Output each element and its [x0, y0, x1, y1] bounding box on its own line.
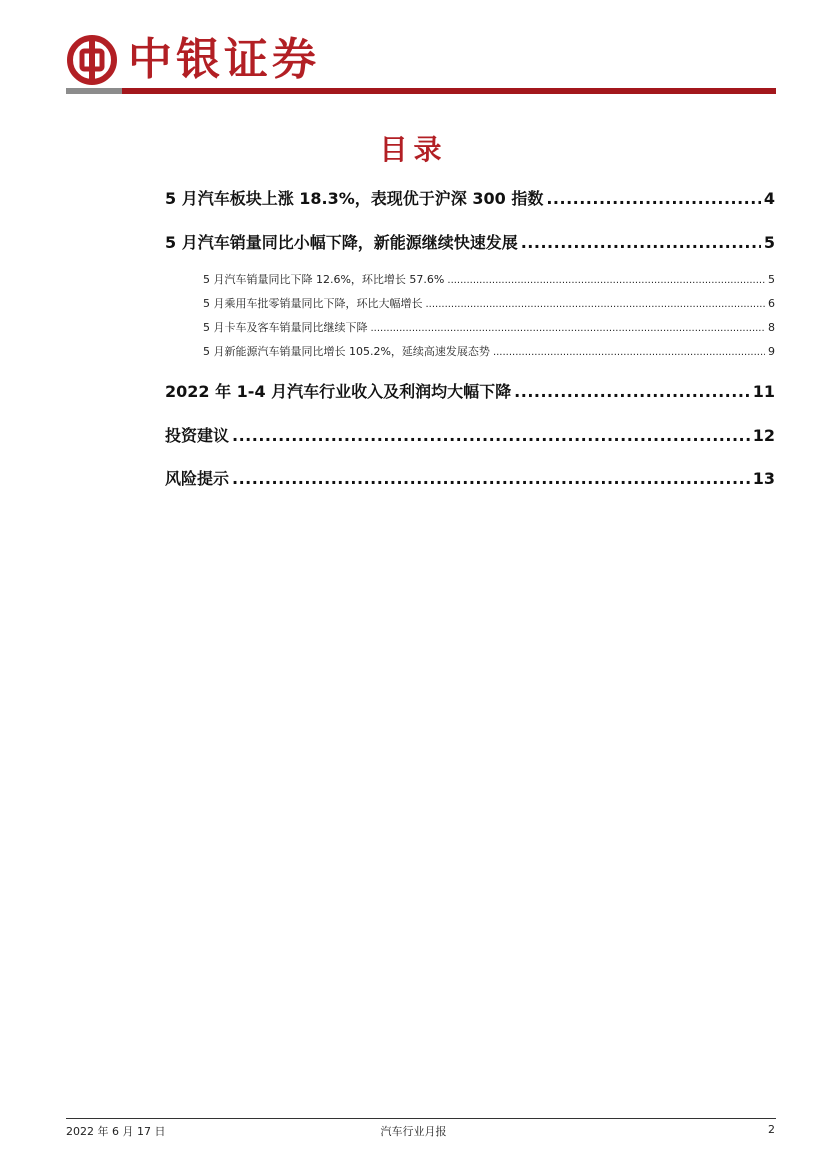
toc-leader-dots [232, 469, 750, 488]
toc-leader-dots [514, 382, 750, 401]
toc-subentry[interactable] [165, 319, 775, 335]
toc-leader-dots [546, 189, 761, 208]
toc-entry[interactable] [165, 466, 775, 489]
footer-page-number: 2 [768, 1123, 775, 1136]
toc-entry[interactable] [165, 230, 775, 253]
toc-entry-page: 5 [768, 273, 775, 286]
toc-entry-text: 投资建议 [165, 426, 230, 445]
footer-rule [66, 1118, 776, 1119]
toc-entry-text: 5 月新能源汽车销量同比增长 105.2%，延续高速发展态势 [203, 345, 490, 358]
toc-leader-dots [371, 323, 766, 334]
toc-subentry[interactable] [165, 343, 775, 359]
toc-entry-page: 9 [768, 345, 775, 358]
toc-entry[interactable] [165, 186, 775, 209]
toc-entry-text: 风险提示 [165, 469, 230, 488]
toc-entry-text: 5 月卡车及客车销量同比继续下降 [203, 321, 368, 334]
footer-date: 2022 年 6 月 17 日 [66, 1125, 166, 1138]
toc-leader-dots [521, 233, 761, 252]
footer-report-title: 汽车行业月报 [380, 1125, 447, 1138]
toc-entry-page: 6 [768, 297, 775, 310]
toc-entry-text: 5 月汽车板块上涨 18.3%，表现优于沪深 300 指数 [165, 189, 544, 208]
toc-entry[interactable] [165, 379, 775, 402]
header-rule-red [122, 88, 776, 94]
toc-subentry[interactable] [165, 295, 775, 311]
toc-subentry[interactable] [165, 271, 775, 287]
toc-entry-page: 4 [763, 189, 775, 208]
toc-leader-dots [493, 347, 765, 358]
toc-entry-page: 13 [752, 469, 775, 488]
toc-title: 目录 [379, 133, 448, 166]
toc-entry-text: 5 月汽车销量同比下降 12.6%，环比增长 57.6% [203, 273, 445, 286]
toc-leader-dots [426, 299, 766, 310]
toc-entry[interactable] [165, 423, 775, 446]
toc-entry-text: 5 月汽车销量同比小幅下降，新能源继续快速发展 [165, 233, 518, 252]
toc-entry-page: 5 [763, 233, 775, 252]
bank-of-china-logo-icon [66, 34, 118, 86]
toc-entry-text: 2022 年 1-4 月汽车行业收入及利润均大幅下降 [165, 382, 512, 401]
toc-leader-dots [232, 426, 750, 445]
header-rule-gray [66, 88, 122, 94]
toc-entry-page: 12 [752, 426, 775, 445]
toc-leader-dots [447, 275, 765, 286]
toc-entry-page: 8 [768, 321, 775, 334]
brand-name: 中银证券 [128, 34, 320, 85]
toc-entry-page: 11 [752, 382, 775, 401]
toc-entry-text: 5 月乘用车批零销量同比下降，环比大幅增长 [203, 297, 423, 310]
